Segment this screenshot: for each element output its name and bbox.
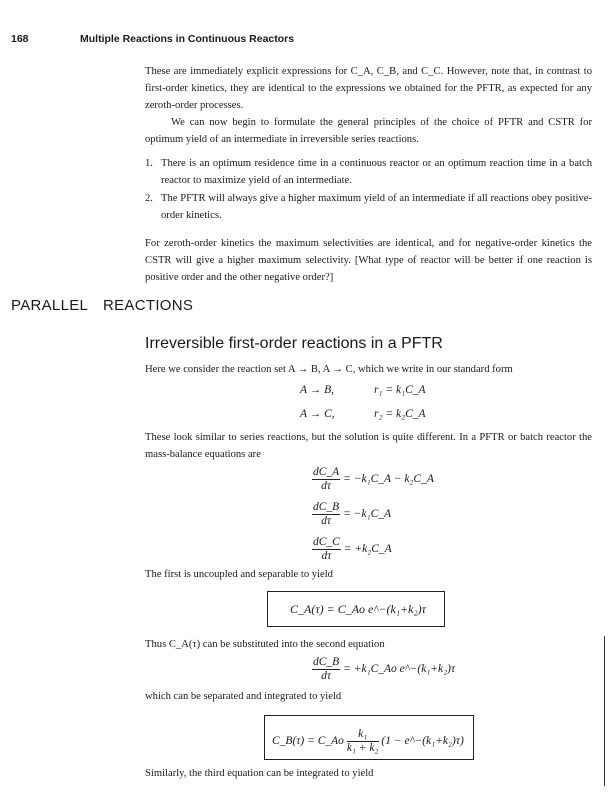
reaction-2-rate: r₂ = k₂C_A xyxy=(374,408,426,420)
cb-differential-equation xyxy=(312,656,455,683)
cb-diff-numerator: dC_B xyxy=(313,656,340,668)
cb-solution-equation xyxy=(272,728,464,755)
series-comparison-paragraph: These look similar to series reactions, but the solution is quite different. In a PFTR or batch reactor the mass-balance equations are xyxy=(145,432,592,460)
zeroth-order-paragraph: For zeroth-order kinetics the maximum selectivities are identical, and for negative-order kinetics the CSTR will give a higher maximum selectivity. [What type of reactor will be better if one reaction is positive order and the other negative order?] xyxy=(145,238,592,283)
mass-balance-C xyxy=(312,536,392,563)
mass-balance-B-rhs: = −k₁C_A xyxy=(343,508,392,521)
reaction-2-equation: A → C, xyxy=(300,408,335,420)
subsection-title: Irreversible first-order reactions in a PFTR xyxy=(145,335,443,352)
ca-solution-equation: C_A(τ) = C_Ao e^−(k₁+k₂)τ xyxy=(290,602,426,616)
mass-balance-A xyxy=(312,466,434,493)
cb-solution-denominator: k₁ + k₂ xyxy=(346,742,379,754)
intro-paragraph-2: We can now begin to formulate the general principles of the choice of PFTR and CSTR for optimum yield of an intermediate in irreversible series reactions. xyxy=(145,117,592,145)
mass-balance-C-rhs: = +k₂C_A xyxy=(343,543,392,556)
mass-balance-B-denominator: dτ xyxy=(321,515,332,527)
cb-solution-numerator: k₁ xyxy=(347,728,379,742)
list-item-2-number: 2. xyxy=(145,193,153,204)
cb-solution-lhs: C_B(τ) = C_Ao xyxy=(272,735,344,748)
page-number: 168 xyxy=(11,33,29,45)
reaction-set-paragraph: Here we consider the reaction set A → B, A → C, which we write in our standard form xyxy=(145,364,513,375)
substitution-paragraph: Thus C_A(τ) can be substituted into the second equation xyxy=(145,639,385,650)
cb-diff-denominator: dτ xyxy=(321,670,332,682)
section-heading-word1: PARALLEL xyxy=(11,297,89,314)
mass-balance-A-numerator: dC_A xyxy=(313,466,340,478)
mass-balance-B xyxy=(312,501,391,528)
cb-solution-rhs: (1 − e^−(k₁+k₂)τ) xyxy=(381,735,464,748)
mass-balance-C-numerator: dC_C xyxy=(313,536,340,548)
separated-paragraph: which can be separated and integrated to yield xyxy=(145,691,342,702)
cb-diff-rhs: = +k₁C_Ao e^−(k₁+k₂)τ xyxy=(343,663,456,676)
reaction-1-equation: A → B, xyxy=(300,384,334,396)
reaction-1-rate: r₁ = k₁C_A xyxy=(374,384,426,396)
running-title: Multiple Reactions in Continuous Reactors xyxy=(80,33,295,45)
mass-balance-A-rhs: = −k₁C_A − k₂C_A xyxy=(343,473,434,486)
list-item-1-number: 1. xyxy=(145,158,153,169)
list-item-2: The PFTR will always give a higher maximum yield of an intermediate if all reactions obey positive-order kinetics. xyxy=(161,193,592,221)
intro-paragraph-1: These are immediately explicit expressions for C_A, C_B, and C_C. However, note that, in contrast to first-order kinetics, they are identical to the expressions we obtained for the PFTR, as expected for any zeroth-order processes. xyxy=(145,66,592,111)
mass-balance-A-denominator: dτ xyxy=(321,480,332,492)
similarly-paragraph: Similarly, the third equation can be integrated to yield xyxy=(145,768,374,779)
list-item-1: There is an optimum residence time in a continuous reactor or an optimum reaction time in a batch reactor to maximize yield of an intermediate. xyxy=(161,158,592,186)
mass-balance-C-denominator: dτ xyxy=(321,550,332,562)
section-heading-word2: REACTIONS xyxy=(103,297,194,314)
mass-balance-B-numerator: dC_B xyxy=(313,501,340,513)
uncoupled-paragraph: The first is uncoupled and separable to yield xyxy=(145,569,333,580)
scan-edge-line xyxy=(604,636,605,786)
